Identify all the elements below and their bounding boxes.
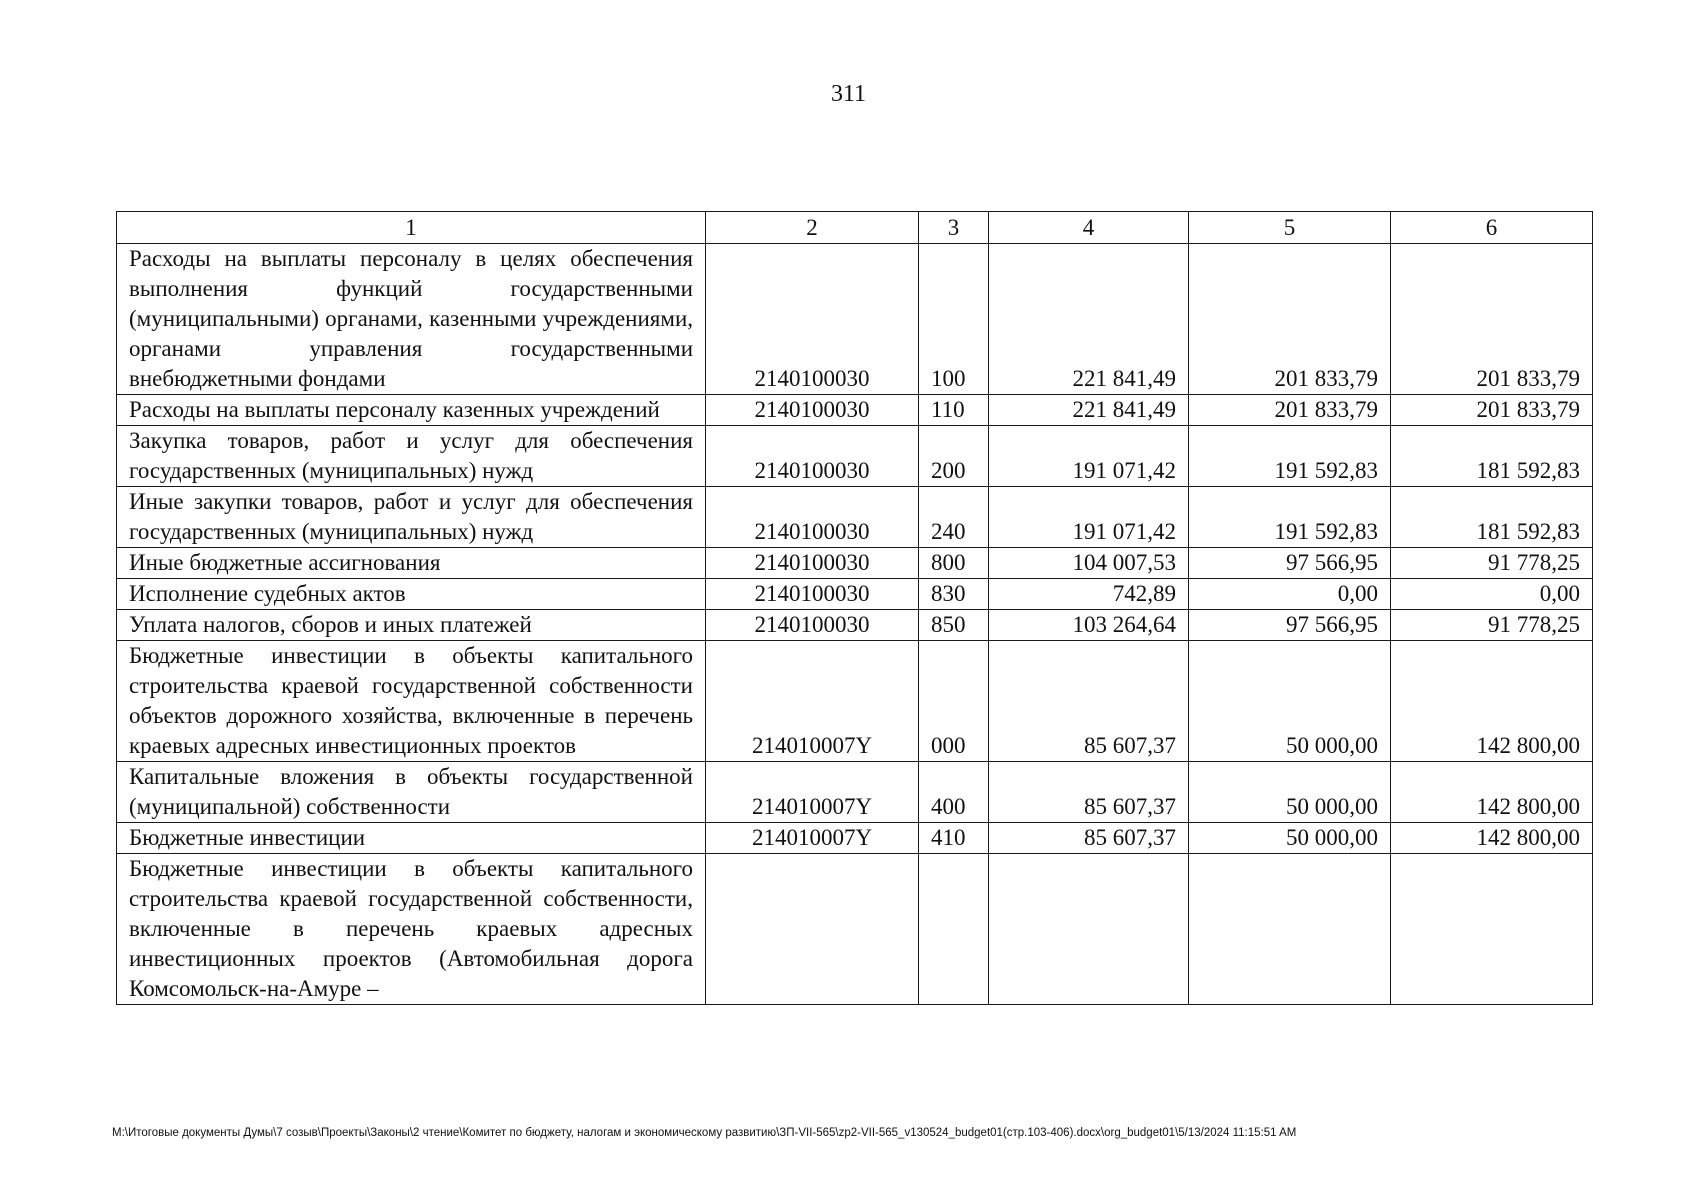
- amount-col4: 85 607,37: [989, 641, 1189, 762]
- target-article-code: [706, 854, 919, 1005]
- amount-col6: 91 778,25: [1391, 610, 1593, 641]
- expense-type-code: 240: [919, 487, 989, 548]
- amount-col6: [1391, 854, 1593, 1005]
- amount-col6: 142 800,00: [1391, 823, 1593, 854]
- amount-col4: 85 607,37: [989, 823, 1189, 854]
- amount-col6: 201 833,79: [1391, 395, 1593, 426]
- amount-col5: [1189, 854, 1391, 1005]
- page-number: 311: [830, 81, 867, 107]
- target-article-code: 2140100030: [706, 548, 919, 579]
- table-row: [117, 579, 1593, 610]
- amount-col5: 0,00: [1189, 579, 1391, 610]
- table-row: [117, 823, 1593, 854]
- amount-col4: 742,89: [989, 579, 1189, 610]
- amount-col5: 50 000,00: [1189, 641, 1391, 762]
- expense-name: Бюджетные инвестиции в объекты капитального строительства краевой государственной собственности объектов дорожного хозяйства, включенные в перечень краевых адресных инвестиционных проектов: [117, 641, 706, 762]
- expense-type-code: 200: [919, 426, 989, 487]
- amount-col6: 91 778,25: [1391, 548, 1593, 579]
- table-row: [117, 641, 1593, 762]
- expense-name: Бюджетные инвестиции в объекты капитального строительства краевой государственной собственности, включенные в перечень краевых адресных инвестиционных проектов (Автомобильная дорога Комсомольск-на-Амуре –: [117, 854, 706, 1005]
- expense-name: Расходы на выплаты персоналу в целях обеспечения выполнения функций государственными (муниципальными) органами, казенными учреждениями, органами управления государственными внебюджетными фондами: [117, 244, 706, 395]
- target-article-code: 2140100030: [706, 579, 919, 610]
- amount-col4: 191 071,42: [989, 426, 1189, 487]
- amount-col4: 103 264,64: [989, 610, 1189, 641]
- expense-name: Расходы на выплаты персоналу казенных учреждений: [117, 395, 706, 426]
- target-article-code: 2140100030: [706, 426, 919, 487]
- expense-name: Иные закупки товаров, работ и услуг для обеспечения государственных (муниципальных) нужд: [117, 487, 706, 548]
- target-article-code: 214010007Y: [706, 823, 919, 854]
- table-row: [117, 487, 1593, 548]
- expense-name: Исполнение судебных актов: [117, 579, 706, 610]
- table-row: [117, 395, 1593, 426]
- target-article-code: 2140100030: [706, 244, 919, 395]
- expense-name: Уплата налогов, сборов и иных платежей: [117, 610, 706, 641]
- table-row: [117, 426, 1593, 487]
- target-article-code: 214010007Y: [706, 762, 919, 823]
- amount-col4: 221 841,49: [989, 395, 1189, 426]
- table-header-row: [117, 212, 1593, 244]
- expense-name: Иные бюджетные ассигнования: [117, 548, 706, 579]
- amount-col5: 201 833,79: [1189, 395, 1391, 426]
- amount-col5: 97 566,95: [1189, 548, 1391, 579]
- amount-col5: 191 592,83: [1189, 426, 1391, 487]
- column-header: 5: [1189, 212, 1391, 244]
- amount-col6: 142 800,00: [1391, 641, 1593, 762]
- expense-name: Закупка товаров, работ и услуг для обеспечения государственных (муниципальных) нужд: [117, 426, 706, 487]
- target-article-code: 2140100030: [706, 610, 919, 641]
- target-article-code: 214010007Y: [706, 641, 919, 762]
- amount-col6: 0,00: [1391, 579, 1593, 610]
- amount-col6: 142 800,00: [1391, 762, 1593, 823]
- table-row: [117, 854, 1593, 1005]
- table-row: [117, 548, 1593, 579]
- amount-col6: 181 592,83: [1391, 487, 1593, 548]
- amount-col4: [989, 854, 1189, 1005]
- column-header: 2: [706, 212, 919, 244]
- column-header: 6: [1391, 212, 1593, 244]
- amount-col6: 201 833,79: [1391, 244, 1593, 395]
- expense-name: Бюджетные инвестиции: [117, 823, 706, 854]
- table-row: [117, 244, 1593, 395]
- amount-col5: 201 833,79: [1189, 244, 1391, 395]
- document-file-path: M:\Итоговые документы Думы\7 созыв\Проекты\Законы\2 чтение\Комитет по бюджету, налогам и экономическому развитию\ЗП-VII-565\zp2-VII-565_v130524_budget01(стр.103-406).docx\org_budget01\5/13/2024 11:15:51 AM: [112, 1127, 1297, 1139]
- amount-col5: 191 592,83: [1189, 487, 1391, 548]
- budget-table: [116, 211, 1593, 1005]
- amount-col5: 97 566,95: [1189, 610, 1391, 641]
- expense-name: Капитальные вложения в объекты государственной (муниципальной) собственности: [117, 762, 706, 823]
- amount-col4: 221 841,49: [989, 244, 1189, 395]
- column-header: 1: [117, 212, 706, 244]
- expense-type-code: 410: [919, 823, 989, 854]
- amount-col4: 191 071,42: [989, 487, 1189, 548]
- target-article-code: 2140100030: [706, 487, 919, 548]
- amount-col5: 50 000,00: [1189, 762, 1391, 823]
- target-article-code: 2140100030: [706, 395, 919, 426]
- expense-type-code: 830: [919, 579, 989, 610]
- table-row: [117, 762, 1593, 823]
- amount-col5: 50 000,00: [1189, 823, 1391, 854]
- column-header: 3: [919, 212, 989, 244]
- expense-type-code: 100: [919, 244, 989, 395]
- expense-type-code: 110: [919, 395, 989, 426]
- table-row: [117, 610, 1593, 641]
- expense-type-code: 000: [919, 641, 989, 762]
- amount-col6: 181 592,83: [1391, 426, 1593, 487]
- expense-type-code: 800: [919, 548, 989, 579]
- amount-col4: 85 607,37: [989, 762, 1189, 823]
- expense-type-code: [919, 854, 989, 1005]
- expense-type-code: 400: [919, 762, 989, 823]
- expense-type-code: 850: [919, 610, 989, 641]
- amount-col4: 104 007,53: [989, 548, 1189, 579]
- column-header: 4: [989, 212, 1189, 244]
